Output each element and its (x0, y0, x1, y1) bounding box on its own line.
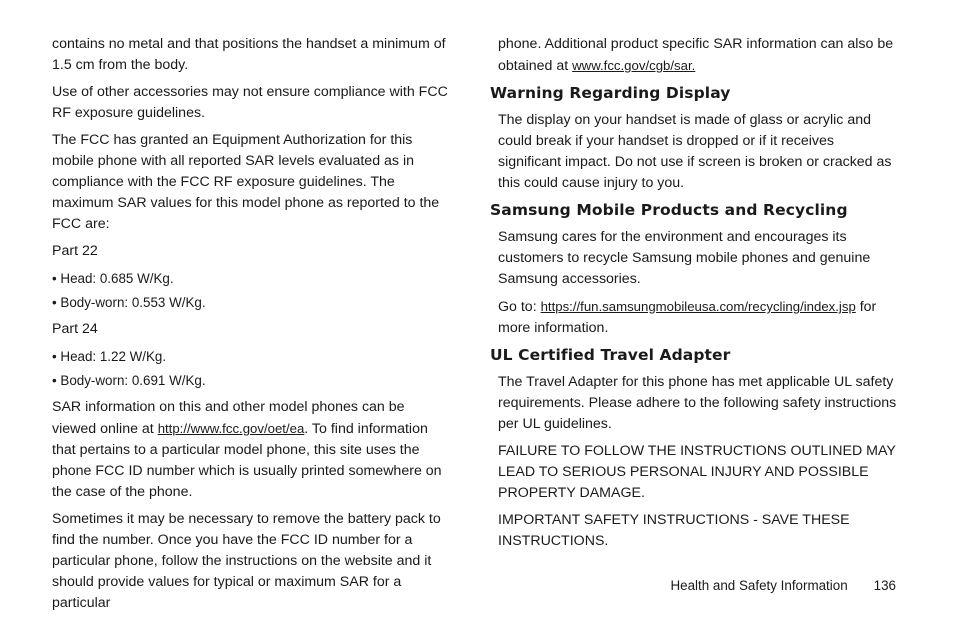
heading-ul-adapter: UL Certified Travel Adapter (490, 346, 731, 364)
right-column (490, 34, 900, 558)
paragraph-accessory-metal: contains no metal and that positions the handset a minimum of 1.5 cm from the body. (52, 36, 446, 73)
paragraph-battery-pack: Sometimes it may be necessary to remove the battery pack to find the number. Once you have the FCC ID number for a particular phone, follow the instructions on the website and it should provide values for typical or maximum SAR for a particular (52, 511, 441, 611)
paragraph-ul-save-instructions: IMPORTANT SAFETY INSTRUCTIONS - SAVE THESE INSTRUCTIONS. (498, 512, 850, 549)
paragraph-sar-continued (498, 34, 900, 77)
part-22-head-item: • Head: 0.685 W/Kg. (52, 271, 174, 286)
heading-samsung-recycling: Samsung Mobile Products and Recycling (490, 201, 848, 219)
paragraph-recycling: Samsung cares for the environment and encourages its customers to recycle Samsung mobile phones and genuine Samsung accessories. (498, 229, 871, 287)
goto-text-b: for more information. (498, 299, 877, 336)
page-number: 136 (873, 578, 896, 593)
page-footer (670, 578, 896, 593)
heading-warning-display: Warning Regarding Display (490, 84, 731, 102)
fcc-cgb-sar-link[interactable]: www.fcc.gov/cgb/sar. (572, 58, 696, 73)
sar-continued-text: phone. Additional product specific SAR information can also be obtained at (498, 36, 894, 74)
part-24-label: Part 24 (52, 321, 98, 337)
footer-section-title: Health and Safety Information (670, 578, 848, 593)
samsung-recycling-link[interactable]: https://fun.samsungmobileusa.com/recycling/index.jsp (540, 299, 856, 314)
goto-text-a: Go to: (498, 299, 541, 315)
part-22-body-item: • Body-worn: 0.553 W/Kg. (52, 295, 206, 310)
paragraph-ul-requirements: The Travel Adapter for this phone has met applicable UL safety requirements. Please adhere to the following safety instructions per UL guidelines. (498, 374, 897, 432)
paragraph-other-accessories: Use of other accessories may not ensure compliance with FCC RF exposure guidelines. (52, 84, 448, 121)
part-24-head-item: • Head: 1.22 W/Kg. (52, 349, 167, 364)
paragraph-display-warning: The display on your handset is made of glass or acrylic and could break if your handset is dropped or if it receives significant impact. Do not use if screen is broken or cracked as this could cause injury to you. (498, 112, 892, 191)
part-24-body-item: • Body-worn: 0.691 W/Kg. (52, 373, 206, 388)
paragraph-sar-online (52, 397, 452, 503)
sar-online-text-a: SAR information on this and other model phones can be viewed online at (52, 399, 405, 437)
paragraph-fcc-authorization: The FCC has granted an Equipment Authorization for this mobile phone with all reported SAR levels evaluated as in compliance with the FCC RF exposure guidelines. The maximum SAR values for this model phone as reported to the FCC are: (52, 132, 440, 232)
left-column (52, 34, 452, 620)
part-22-label: Part 22 (52, 243, 98, 259)
sar-online-text-b: . To find information that pertains to a particular model phone, this site uses the phone FCC ID number which is usually printed somewhere on the case of the phone. (52, 421, 442, 500)
paragraph-ul-failure-warning: FAILURE TO FOLLOW THE INSTRUCTIONS OUTLINED MAY LEAD TO SERIOUS PERSONAL INJURY AND POSSIBLE PROPERTY DAMAGE. (498, 443, 896, 501)
fcc-oet-link[interactable]: http://www.fcc.gov/oet/ea (157, 421, 305, 436)
paragraph-recycling-goto (498, 296, 900, 339)
